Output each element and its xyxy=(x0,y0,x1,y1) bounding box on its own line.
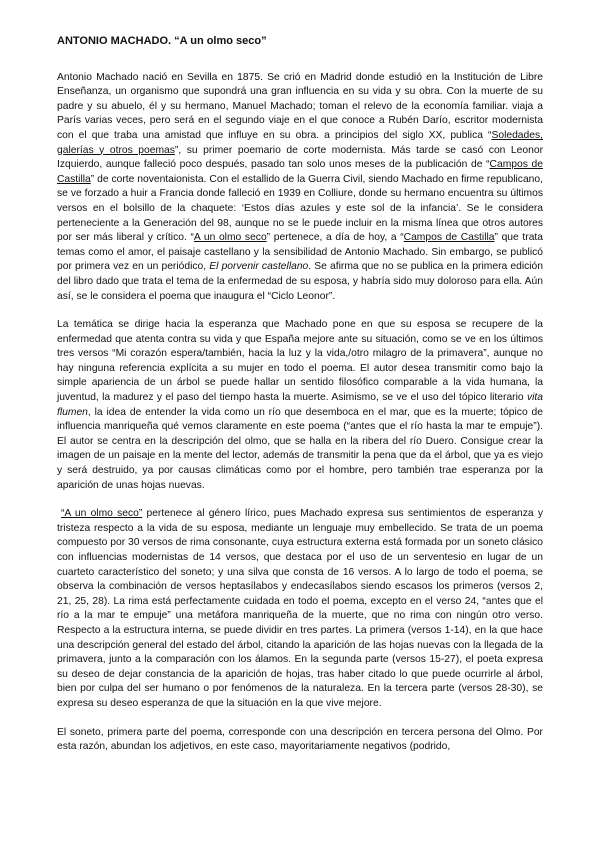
work-title-olmo: “A un olmo seco” xyxy=(61,508,143,520)
text-run: ” de corte noventaionista. Con el estallido de la Guerra Civil, siendo Machado en firme republicano, se ve forzado a huir a Francia donde falleció en 1939 en Colliure, donde su hermano encuentra su últimos versos en el bolsillo de la chaquete: ‘Estos días azules y este sol de la infancia’. Se le considera perteneciente a la Generación del 98, aunque no se le puede incluir en la misma línea que otros autores por ser más liberal y crítico. “ xyxy=(57,173,543,244)
text-run: ”, su primer poemario de corte modernista. Más tarde se casó con Leonor Izquierdo, aunque falleció poco después, pasado tan solo unos meses de la publicación de “ xyxy=(57,144,543,171)
text-run: ” pertenece, a día de hoy, a “ xyxy=(266,232,404,244)
latin-topic: vita flumen xyxy=(57,392,543,418)
paragraph-structure xyxy=(57,507,543,711)
text-run: pertenece al género lírico, pues Machado expresa sus sentimientos de esperanza y tristeza respecto a la vida de su esposa, mediante un lenguaje muy embellecido. Se trata de un poema compuesto por 30 versos de rima consonante, cuya estructura externa está formada por un soneto clásico con influencias modernistas de 14 versos, que destaca por el uso de un serventesio en lugar de un cuarteto característico del soneto; y una silva que consta de 16 versos. A lo largo de todo el poema, se observa la combinación de versos heptasílabos y endecasílabos siendo escasos los primeros (versos 2, 21, 25, 28). La rima está perfectamente cuidada en todo el poema, excepto en el verso 24, “antes que el río a la mar te empuje” una metáfora manriqueña de la muerte, que no rima con ningún otro verso. Respecto a la estructura interna, se puede dividir en tres partes. La primera (versos 1-14), en la que hace una descripción general del estado del árbol, citando la aparición de las hojas nuevas con la llegada de la primavera, junto a la comparación con los álamos. En la segunda parte (versos 15-27), el poeta expresa su deseo de dejar constancia de la aparición de hojas, tras haber citado lo que puede ocurrirle al árbol, bien por culpa del ser humano o por fenómenos de la naturaleza. En la tercera parte (versos 28-30), se expresa su deseo esperanza de que la situación en la que vive mejore. xyxy=(57,508,543,709)
paragraph-biography xyxy=(57,71,543,305)
text-run: Antonio Machado nació en Sevilla en 1875. Se crió en Madrid donde estudió en la Institución de Libre Enseñanza, un organismo que supondrá una gran influencia en su vida y su obra. Con la muerte de su padre y su abuelo, él y su hermano, Manuel Machado; toman el relevo de la economía familiar. viaja a París varias veces, pero será en el segundo viaje en el que conoce a Rubén Darío, escritor modernista con el que traba una amistad que influye en su obra. a principios del siglo XX, publica “ xyxy=(57,71,543,141)
newspaper-title: El porvenir castellano xyxy=(209,261,309,273)
document-page xyxy=(57,34,543,769)
work-title-olmo: A un olmo seco xyxy=(193,232,267,244)
work-title-campos: Campos de Castilla xyxy=(403,232,495,244)
document-title: ANTONIO MACHADO. “A un olmo seco” xyxy=(57,35,267,47)
work-title-soledades: Soledades, galerías y otros poemas xyxy=(57,129,543,156)
text-run: El soneto, primera parte del poema, corresponde con una descripción en tercera persona del Olmo. Por esta razón, abundan los adjetivos, en este caso, mayoritariamente negativos (podrido, xyxy=(57,726,543,753)
text-run: La temática se dirige hacia la esperanza que Machado pone en que su esposa se recupere de la enfermedad que atenta contra su vida y que España mejore ante su situación, como se ve en los últimos tres versos “Mi corazón espera/también, hacia la luz y la vida,/otro milagro de la primavera”, aunque no hay ninguna referencia explícita a su mujer en todo el poema. El autor desea transmitir como bajo la simple apariencia de un árbol se puede hallar un sentido filosófico comparable a la vida humana, la juventud, la madurez y el paso del tiempo hasta la muerte. Asimismo, se ve el uso del tópico literario xyxy=(57,319,543,404)
paragraph-sonnet xyxy=(57,726,543,755)
text-run: . Se afirma que no se publica en la primera edición del libro dado que trata el tema de la enfermedad de su esposa, y habría sido muy doloroso para ella. Aún así, se le considera el poema que inaugura el “Ciclo Leonor”. xyxy=(57,261,543,302)
text-run: , la idea de entender la vida como un río que desemboca en el mar, que es la muerte; tópico de influencia manriqueña qué vemos claramente en este poema (“antes que el río hasta la mar te empuje”). El autor se centra en la descripción del olmo, que se halla en la ribera del río Duero. Consigue crear la imagen de un paisaje en la mente del lector, además de transmitir la pena que da el árbol, que ya es viejo y será destruido, ya por causas climáticas como por el hombre, pero también trae esperanza por la aparición de unas hojas nuevas. xyxy=(57,406,543,491)
text-run: ” que trata temas como el amor, el paisaje castellano y la sensibilidad de Antonio Machado. Sin embargo, se publicó por primera vez en un periódico, xyxy=(57,232,544,273)
work-title-campos: Campos de Castilla xyxy=(57,159,543,185)
paragraph-theme xyxy=(57,318,543,493)
